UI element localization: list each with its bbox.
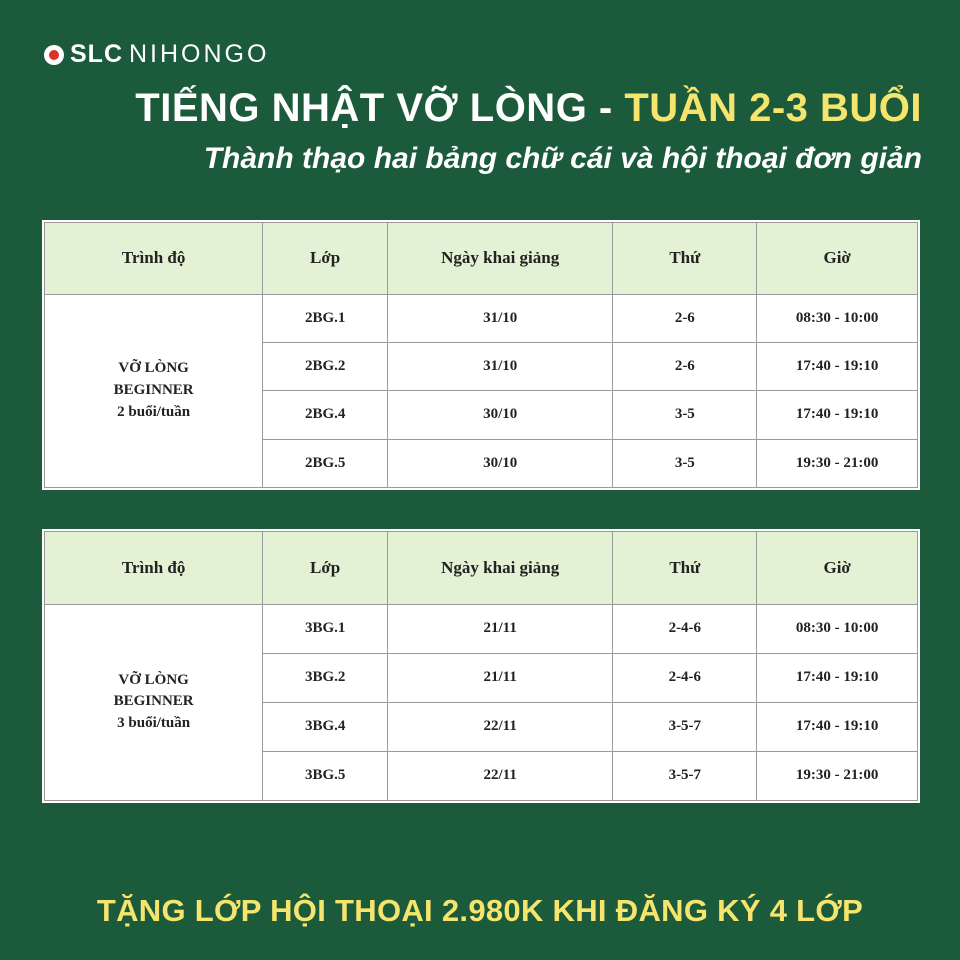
start-date-cell: 31/10	[388, 294, 613, 342]
page-subtitle: Thành thạo hai bảng chữ cái và hội thoại đơn giản	[203, 142, 922, 175]
time-cell: 19:30 - 21:00	[757, 439, 918, 487]
start-date-cell: 22/11	[388, 751, 613, 800]
header-start-date: Ngày khai giảng	[388, 223, 613, 295]
weekday-cell: 3-5-7	[613, 702, 757, 751]
logo-text-nihongo: NIHONGO	[129, 40, 270, 68]
weekday-cell: 3-5-7	[613, 751, 757, 800]
header-level: Trình độ	[45, 223, 263, 295]
class-cell: 2BG.5	[263, 439, 388, 487]
time-cell: 17:40 - 19:10	[757, 702, 918, 751]
level-line: VỠ LÒNG	[118, 360, 189, 377]
time-cell: 19:30 - 21:00	[757, 751, 918, 800]
class-cell: 3BG.4	[263, 702, 388, 751]
level-line: 3 buổi/tuần	[117, 715, 191, 732]
time-cell: 08:30 - 10:00	[757, 604, 918, 653]
time-cell: 17:40 - 19:10	[757, 342, 918, 390]
title-main: TIẾNG NHẬT VỠ LÒNG -	[135, 86, 625, 130]
table-row	[45, 604, 918, 653]
header-class: Lớp	[263, 223, 388, 295]
weekday-cell: 2-6	[613, 342, 757, 390]
weekday-cell: 3-5	[613, 439, 757, 487]
time-cell: 17:40 - 19:10	[757, 653, 918, 702]
time-cell: 17:40 - 19:10	[757, 391, 918, 439]
class-cell: 3BG.5	[263, 751, 388, 800]
start-date-cell: 30/10	[388, 391, 613, 439]
table-header-row	[45, 223, 918, 295]
header-class: Lớp	[263, 532, 388, 605]
level-cell	[45, 294, 263, 487]
start-date-cell: 31/10	[388, 342, 613, 390]
page-title	[135, 86, 922, 131]
schedule-table-3-sessions	[42, 529, 920, 803]
class-cell: 3BG.1	[263, 604, 388, 653]
schedule-table-2-sessions	[42, 220, 920, 490]
header-weekday: Thứ	[613, 223, 757, 295]
weekday-cell: 3-5	[613, 391, 757, 439]
start-date-cell: 30/10	[388, 439, 613, 487]
weekday-cell: 2-4-6	[613, 653, 757, 702]
speech-bubble-icon	[44, 45, 64, 65]
header-level: Trình độ	[45, 532, 263, 605]
header-weekday: Thứ	[613, 532, 757, 605]
start-date-cell: 21/11	[388, 604, 613, 653]
class-cell: 2BG.4	[263, 391, 388, 439]
logo-text-slc: SLC	[70, 40, 123, 68]
table-row	[45, 294, 918, 342]
level-line: BEGINNER	[113, 381, 194, 398]
header-start-date: Ngày khai giảng	[388, 532, 613, 605]
level-line: BEGINNER	[113, 693, 194, 710]
level-line: VỠ LÒNG	[118, 671, 189, 688]
class-cell: 2BG.2	[263, 342, 388, 390]
class-cell: 2BG.1	[263, 294, 388, 342]
brand-logo	[44, 40, 269, 69]
class-cell: 3BG.2	[263, 653, 388, 702]
weekday-cell: 2-4-6	[613, 604, 757, 653]
start-date-cell: 21/11	[388, 653, 613, 702]
header-time: Giờ	[757, 223, 918, 295]
weekday-cell: 2-6	[613, 294, 757, 342]
promo-banner: TẶNG LỚP HỘI THOẠI 2.980K KHI ĐĂNG KÝ 4 LỚP	[96, 893, 864, 928]
title-highlight: TUẦN 2-3 BUỔI	[624, 86, 922, 130]
level-cell	[45, 604, 263, 800]
start-date-cell: 22/11	[388, 702, 613, 751]
level-line: 2 buổi/tuần	[117, 403, 191, 420]
table-header-row	[45, 532, 918, 605]
header-time: Giờ	[757, 532, 918, 605]
time-cell: 08:30 - 10:00	[757, 294, 918, 342]
